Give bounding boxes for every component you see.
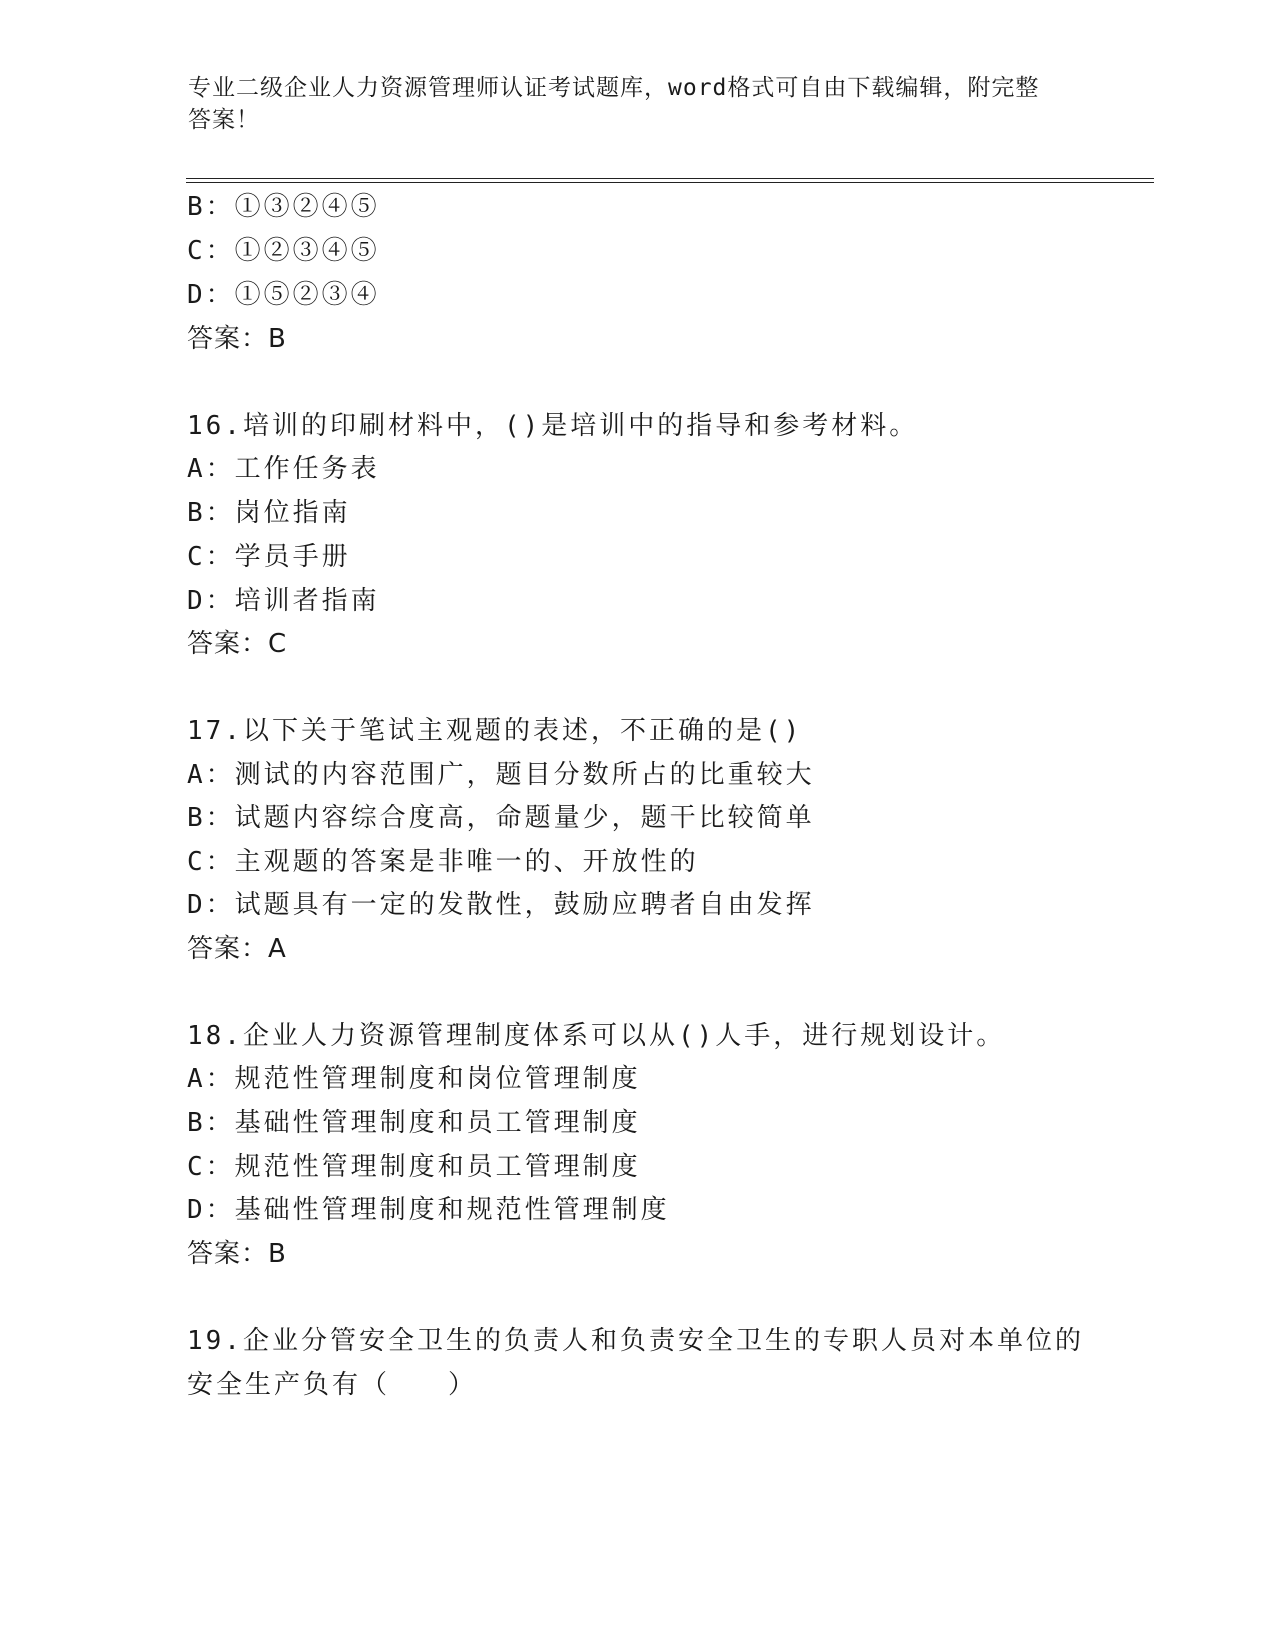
option-b: B：①③②④⑤ xyxy=(187,192,380,222)
option-a: A：工作任务表 xyxy=(187,454,380,484)
question-stem: 19.企业分管安全卫生的负责人和负责安全卫生的专职人员对本单位的 xyxy=(187,1326,1084,1356)
header-line-1: 专业二级企业人力资源管理师认证考试题库，word格式可自由下载编辑，附完整 xyxy=(188,75,1040,101)
option-b: B：试题内容综合度高，命题量少，题干比较简单 xyxy=(187,803,815,833)
question-stem-continued: 安全生产负有（ ） xyxy=(187,1370,478,1400)
question-stem: 18.企业人力资源管理制度体系可以从()人手，进行规划设计。 xyxy=(187,1021,1006,1051)
answer: 答案：B xyxy=(187,1239,287,1269)
answer: 答案：A xyxy=(187,934,287,964)
option-a: A：规范性管理制度和岗位管理制度 xyxy=(187,1064,641,1094)
option-d: D：基础性管理制度和规范性管理制度 xyxy=(187,1195,670,1225)
question-stem: 17.以下关于笔试主观题的表述，不正确的是() xyxy=(187,716,803,746)
option-c: C：主观题的答案是非唯一的、开放性的 xyxy=(187,847,699,877)
option-a: A：测试的内容范围广，题目分数所占的比重较大 xyxy=(187,760,815,790)
option-c: C：①②③④⑤ xyxy=(187,236,380,266)
page-header xyxy=(188,72,1088,136)
option-c: C：学员手册 xyxy=(187,542,351,572)
answer: 答案：C xyxy=(187,629,288,659)
header-divider xyxy=(186,178,1154,183)
question-stem: 16.培训的印刷材料中，()是培训中的指导和参考材料。 xyxy=(187,411,919,441)
option-d: D：①⑤②③④ xyxy=(187,280,380,310)
option-b: B：岗位指南 xyxy=(187,498,351,528)
option-d: D：培训者指南 xyxy=(187,586,380,616)
option-c: C：规范性管理制度和员工管理制度 xyxy=(187,1152,641,1182)
option-d: D：试题具有一定的发散性，鼓励应聘者自由发挥 xyxy=(187,890,815,920)
option-b: B：基础性管理制度和员工管理制度 xyxy=(187,1108,641,1138)
header-line-2: 答案！ xyxy=(188,107,260,133)
answer: 答案：B xyxy=(187,324,287,354)
